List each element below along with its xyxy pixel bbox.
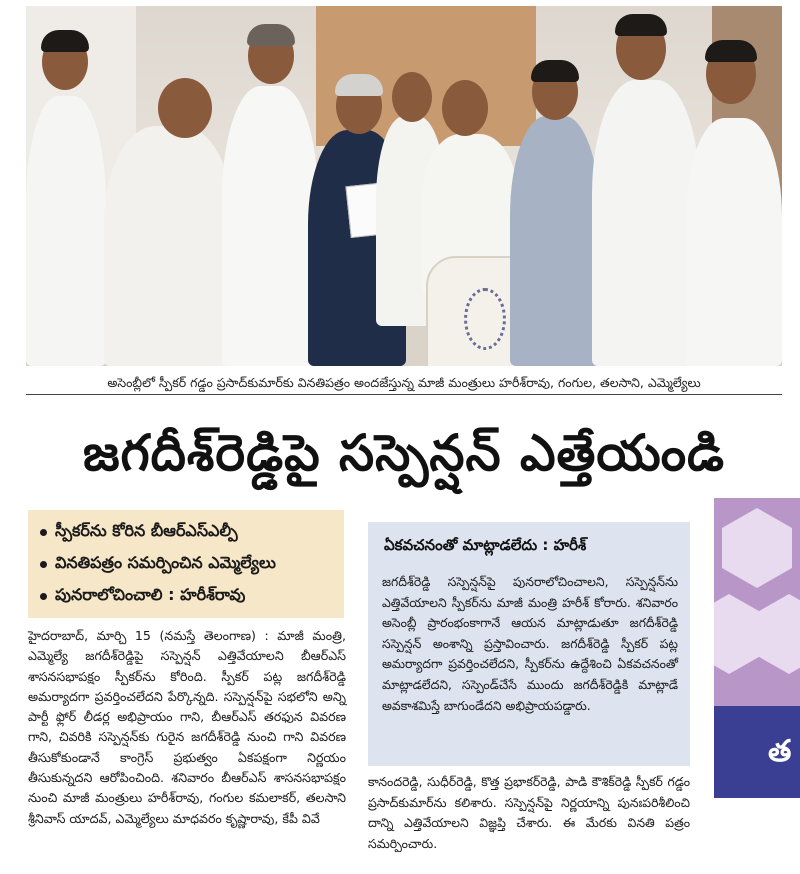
article-headline: జగదీశ్‌రెడ్డిపై సస్పెన్షన్ ఎత్తేయండి xyxy=(82,424,726,482)
highlight-text: వినతిపత్రం సమర్పించిన ఎమ్మెల్యేలు xyxy=(55,552,276,572)
person-3-hair xyxy=(247,24,295,46)
ad-hexagon xyxy=(754,594,800,674)
highlight-item xyxy=(36,516,344,548)
sidebar-box xyxy=(368,522,690,766)
person-2 xyxy=(104,126,234,366)
highlight-item xyxy=(36,548,344,580)
highlight-item xyxy=(36,580,344,612)
highlights-box xyxy=(28,510,344,618)
person-7-hair xyxy=(531,60,579,82)
bullet-icon xyxy=(40,593,47,600)
person-speaker-hair xyxy=(335,74,383,96)
news-photo xyxy=(26,6,782,366)
highlight-text: పునరాలోచించాలి : హరీశ్‌రావు xyxy=(55,584,246,604)
person-8 xyxy=(592,80,700,366)
ad-band xyxy=(714,706,800,798)
person-3 xyxy=(222,86,318,366)
sidebar-box-title: ఏకవచనంతో మాట్లాడలేదు : హరీశ్ xyxy=(384,536,587,554)
person-5-head xyxy=(392,72,432,122)
person-9 xyxy=(686,118,782,366)
person-1-hair xyxy=(41,30,89,52)
article-body-left: హైదరాబాద్, మార్చి 15 (నమస్తే తెలంగాణ) : మాజీ మంత్రి, ఎమ్మెల్యే జగదీశ్‌రెడ్డిపై సస్పెన్షన్ ఎత్తివేయాలని బీఆర్‌ఎస్ శాసనసభాపక్షం స్పీకర్‌ను కోరింది. స్పీకర్ పట్ల జగదీశ్‌రెడ్డి అమర్యాదగా ప్రవర్తించలేదని పేర్కొన్నది. సస్పెన్షన్‌పై సభలోని అన్ని పార్టీ ఫ్లోర్ లీడర్ల అభిప్రాయం గాని, బీఆర్‌ఎస్ తరఫున వివరణ గాని, చివరికి సస్పెన్షన్‌కు గురైన జగదీశ్‌రెడ్డి నుంచి గాని వివరణ తీసుకోకుండానే కాంగ్రెస్ ప్రభుత్వం ఏకపక్షంగా నిర్ణయం తీసుకున్నదని ఆరోపించింది. శనివారం బీఆర్‌ఎస్ శాసనసభాపక్షం నుంచి మాజీ మంత్రులు హరీశ్‌రావు, గంగుల కమలాకర్, తలసాని శ్రీనివాస్ యాదవ్, ఎమ్మెల్యేలు మాధవరం కృష్ణారావు, కేపీ వివే xyxy=(28,628,346,826)
person-9-hair xyxy=(705,40,757,62)
person-1 xyxy=(26,96,106,366)
person-2-head xyxy=(158,78,212,138)
sidebar-box-text: జగదీశ్‌రెడ్డి సస్పెన్షన్‌పై పునరాలోచించాలని, సస్పెన్షన్‌ను ఎత్తివేయాలని స్పీకర్‌ను మాజీ మంత్రి హరీశ్ కోరారు. శనివారం అసెంబ్లీ ప్రారంభంకాగానే ఆయన మాట్లాడుతూ జగదీశ్‌రెడ్డి సస్పెన్షన్ అంశాన్ని ప్రస్తావించారు. జగదీశ్‌రెడ్డి స్పీకర్ పట్ల అమర్యాదగా ప్రవర్తించలేదని, స్పీకర్‌ను ఉద్దేశించి ఏకవచనంతో మాట్లాడలేదని, సస్పెండ్‌చేసే ముందు జగదీశ్‌రెడ్డికి మాట్లాడే అవకాశమిస్తే బాగుండేదని అభిప్రాయపడ్డారు. xyxy=(382,574,678,713)
person-7 xyxy=(510,116,600,366)
ad-hexagon xyxy=(722,508,792,588)
photo-caption: అసెంబ్లీలో స్పీకర్ గడ్డం ప్రసాద్‌కుమార్‌కు వినతిపత్రం అందజేస్తున్న మాజీ మంత్రులు హరీశ్‌రావు, గంగుల, తలసాని, ఎమ్మెల్యేలు xyxy=(26,372,782,395)
person-8-hair xyxy=(615,14,667,36)
highlight-text: స్పీకర్‌ను కోరిన బీఆర్‌ఎస్‌ఎల్పీ xyxy=(55,520,238,540)
bullet-icon xyxy=(40,529,47,536)
chair-motif xyxy=(464,288,506,350)
person-6-head xyxy=(442,80,488,136)
article-body-right: కానందరెడ్డి, సుధీర్‌రెడ్డి, కొత్త ప్రభాకర్‌రెడ్డి, పాడి కౌశిక్‌రెడ్డి స్పీకర్ గడ్డం ప్రసాద్‌కుమార్‌ను కలిశారు. సస్పెన్షన్‌పై నిర్ణయాన్ని పునఃపరిశీలించి దాన్ని ఎత్తివేయాలని విజ్ఞప్తి చేశారు. ఈ మేరకు వినతి పత్రం సమర్పించారు. xyxy=(368,774,690,851)
bullet-icon xyxy=(40,561,47,568)
ad-text: త xyxy=(768,734,792,769)
